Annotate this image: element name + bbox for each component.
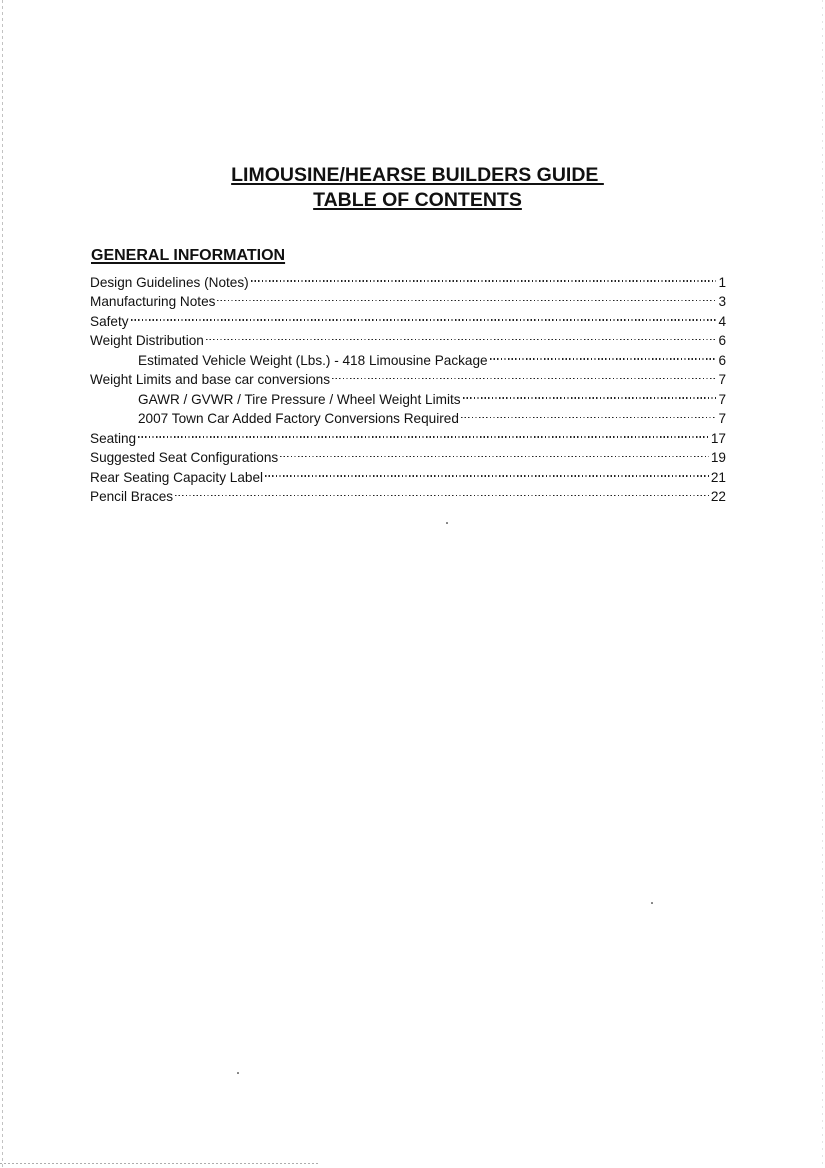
toc-entry-label: Estimated Vehicle Weight (Lbs.) - 418 Limousine Package bbox=[138, 352, 488, 368]
toc-dot-leader bbox=[332, 365, 716, 385]
toc-page-number: 3 bbox=[718, 294, 726, 309]
document-subtitle: TABLE OF CONTENTS bbox=[313, 189, 522, 211]
section-heading-general-information: GENERAL INFORMATION bbox=[91, 247, 286, 264]
toc-entry-label: GAWR / GVWR / Tire Pressure / Wheel Weight Limits bbox=[138, 391, 461, 407]
toc-entry-label: Weight Limits and base car conversions bbox=[90, 372, 331, 387]
toc-entry-design-guidelines bbox=[90, 267, 726, 290]
toc-dot-leader bbox=[206, 326, 717, 346]
toc-page-number: 22 bbox=[710, 489, 726, 504]
toc-entry-safety bbox=[90, 306, 726, 329]
toc-entry-suggested-seat-configurations bbox=[90, 443, 726, 463]
scan-edge-bottom bbox=[0, 1163, 320, 1164]
toc-page-number: 19 bbox=[710, 450, 726, 465]
toc-entry-seating bbox=[90, 423, 726, 446]
toc-dot-leader bbox=[175, 482, 709, 502]
toc-entry-weight-distribution bbox=[90, 326, 726, 346]
document-title-block bbox=[0, 163, 825, 213]
document-title: LIMOUSINE/HEARSE BUILDERS GUIDE bbox=[231, 164, 604, 186]
toc-entry-label: Safety bbox=[90, 313, 129, 329]
toc-dot-leader bbox=[461, 404, 717, 424]
scan-speck bbox=[237, 1072, 239, 1074]
toc-entry-label: Weight Distribution bbox=[90, 333, 204, 348]
toc-page-number: 7 bbox=[718, 372, 726, 387]
toc-page-number: 7 bbox=[718, 391, 726, 407]
toc-entry-pencil-braces bbox=[90, 482, 726, 502]
toc-page-number: 21 bbox=[710, 469, 726, 485]
toc-dot-leader bbox=[251, 267, 717, 287]
toc-entry-label: Design Guidelines (Notes) bbox=[90, 274, 249, 290]
toc-dot-leader bbox=[217, 287, 716, 307]
toc-page-number: 7 bbox=[718, 411, 726, 426]
toc-page-number: 1 bbox=[718, 274, 726, 290]
toc-entry-label: Manufacturing Notes bbox=[90, 294, 216, 309]
toc-entry-label: Rear Seating Capacity Label bbox=[90, 469, 264, 485]
toc-dot-leader bbox=[265, 462, 709, 482]
toc-page-number: 6 bbox=[718, 333, 726, 348]
toc-dot-leader bbox=[490, 345, 717, 365]
toc-page-number: 4 bbox=[718, 313, 726, 329]
scan-speck bbox=[446, 522, 448, 524]
toc-page-number: 6 bbox=[718, 352, 726, 368]
toc-entry-label: 2007 Town Car Added Factory Conversions Required bbox=[138, 411, 459, 426]
toc-entry-label: Suggested Seat Configurations bbox=[90, 450, 279, 465]
toc-dot-leader bbox=[463, 384, 717, 404]
toc-page-number: 17 bbox=[710, 430, 726, 446]
toc-dot-leader bbox=[280, 443, 709, 463]
toc-dot-leader bbox=[138, 423, 709, 443]
toc-dot-leader bbox=[131, 306, 717, 326]
toc-entry-label: Pencil Braces bbox=[90, 489, 174, 504]
scan-speck bbox=[651, 902, 653, 904]
table-of-contents bbox=[90, 267, 726, 504]
toc-entry-label: Seating bbox=[90, 430, 137, 446]
